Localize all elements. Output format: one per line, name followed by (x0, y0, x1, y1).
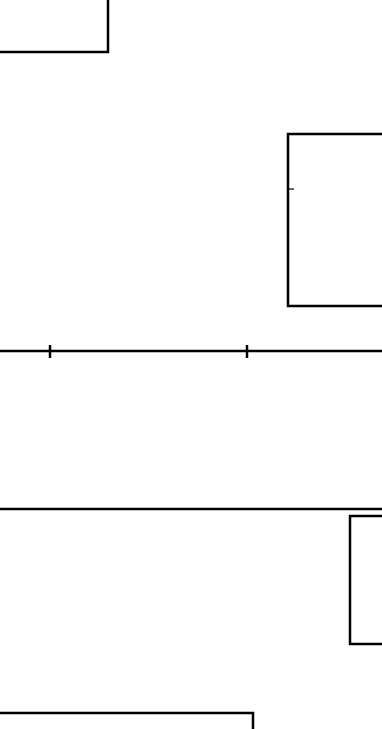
inset-plot (266, 134, 382, 306)
bottom-legend-box (350, 516, 382, 644)
bottom-inset-frame (0, 713, 253, 729)
inset-frame (288, 134, 382, 306)
bottom-panel (0, 509, 382, 729)
top-legend-box (0, 0, 108, 52)
top-panel (0, 0, 382, 358)
